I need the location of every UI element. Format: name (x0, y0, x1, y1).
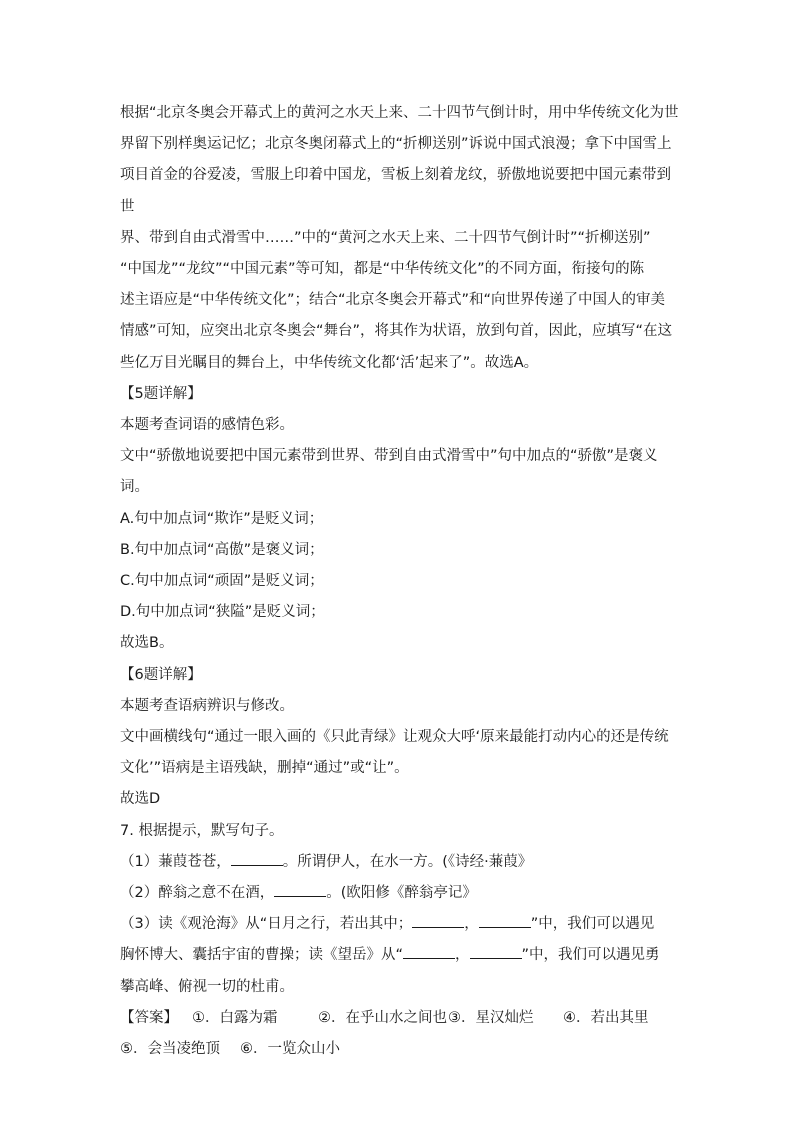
q5-option-a: A.句中加点词“欺诈”是贬义词； (120, 510, 324, 527)
q5-text-line: 文中“骄傲地说要把中国元素带到世界、带到自由式滑雪中”句中加点的“骄傲”是褒义 (120, 448, 658, 465)
q7-title: 7. 根据提示，默写句子。 (120, 822, 284, 839)
fill-blank (479, 913, 531, 928)
text-line: 述主语应是“中华传统文化”；结合“北京冬奥会开幕式”和“向世界传递了中国人的审美 (120, 292, 666, 309)
q7-item2-prefix: （2）醉翁之意不在酒， (120, 885, 275, 902)
text-line: 界留下别样奥运记忆；北京冬奥闭幕式上的“折柳送别”诉说中国式浪漫；拿下中国雪上 (120, 136, 672, 153)
fill-blank (470, 944, 522, 959)
q7-item3-text: ”中，我们可以遇见勇 (521, 947, 660, 964)
text-line: 些亿万目光瞩目的舞台上，中华传统文化都‘活’起来了”。故选A。 (120, 354, 539, 371)
answer-2: ②．在乎山水之间也 (318, 1009, 447, 1026)
answer-6: ⑥．一览众山小 (240, 1041, 340, 1058)
answer-5: ⑤．会当凌绝顶 (120, 1041, 220, 1058)
q5-heading: 【5题详解】 (120, 385, 202, 402)
text-line: 根据“北京冬奥会开幕式上的黄河之水天上来、二十四节气倒计时，用中华传统文化为世 (120, 105, 679, 121)
text-line: 情感”可知，应突出北京冬奥会“舞台”，将其作为状语，放到句首，因此，应填写“在这 (120, 323, 673, 340)
q5-text-line: 词。 (120, 479, 149, 496)
q5-intro: 本题考查词语的感情色彩。 (120, 417, 294, 434)
q6-heading: 【6题详解】 (120, 666, 202, 683)
q7-item-3-line-2 (120, 940, 680, 971)
q5-option-d: D.句中加点词“狭隘”是贬义词； (120, 604, 325, 621)
q5-option-c: C.句中加点词“顽固”是贬义词； (120, 573, 324, 590)
q5-section (120, 379, 680, 660)
text-line: 界、带到自由式滑雪中……”中的“黄河之水天上来、二十四节气倒计时”“折柳送别” (120, 229, 651, 246)
answer-row (120, 1034, 680, 1065)
text-line: “中国龙”“龙纹”“中国元素”等可知，都是“中华传统文化”的不同方面，衔接句的陈 (120, 261, 645, 278)
answer-row (120, 1003, 680, 1034)
q7-item3-text: ”中，我们可以遇见 (530, 916, 655, 933)
q4-explanation (120, 98, 680, 379)
answer-1: ①．白露为霜 (192, 1009, 278, 1026)
fill-blank (403, 944, 455, 959)
answer-label: 【答案】 (120, 1009, 178, 1026)
q5-option-b: B.句中加点词“高傲”是褒义词； (120, 541, 324, 558)
q7-item3-text: （3）读《观沧海》从“日月之行，若出其中； (120, 916, 413, 933)
q7-item1-suffix: 。所谓伊人，在水一方。(《诗经·蒹葭》 (282, 853, 533, 870)
fill-blank (274, 882, 326, 897)
answer-3: ③．星汉灿烂 (448, 1009, 534, 1026)
q7-item-2 (120, 878, 680, 909)
fill-blank (231, 851, 283, 866)
q6-section (120, 660, 680, 816)
q7-item-3-line-3: 攀高峰、俯视一切的杜甫。 (120, 978, 294, 995)
document-page (120, 98, 680, 1065)
q5-conclusion: 故选B。 (120, 635, 174, 652)
text-line: 项目首金的谷爱凌，雪服上印着中国龙，雪板上刻着龙纹，骄傲地说要把中国元素带到世 (120, 167, 671, 215)
q6-text-line: 文中画横线句“通过一眼入画的《只此青绿》让观众大呼‘原来最能打动内心的还是传统 (120, 729, 669, 746)
q7-section (120, 816, 680, 1066)
q7-item3-text: ， (464, 916, 479, 933)
q7-item2-suffix: 。(欧阳修《醉翁亭记》 (326, 885, 477, 902)
q7-item3-text: 胸怀博大、囊括宇宙的曹操；读《望岳》从“ (120, 947, 404, 964)
q7-item-3-line-1 (120, 909, 680, 940)
q7-item-1 (120, 847, 680, 878)
q7-item1-prefix: （1）蒹葭苍苍， (120, 853, 231, 870)
fill-blank (412, 913, 464, 928)
q7-item3-text: ， (455, 947, 470, 964)
q6-conclusion: 故选D (120, 791, 161, 808)
q6-intro: 本题考查语病辨识与修改。 (120, 697, 294, 714)
answer-4: ④．若出其里 (563, 1009, 649, 1026)
q6-text-line: 文化’”语病是主语残缺，删掉“通过”或“让”。 (120, 760, 409, 777)
